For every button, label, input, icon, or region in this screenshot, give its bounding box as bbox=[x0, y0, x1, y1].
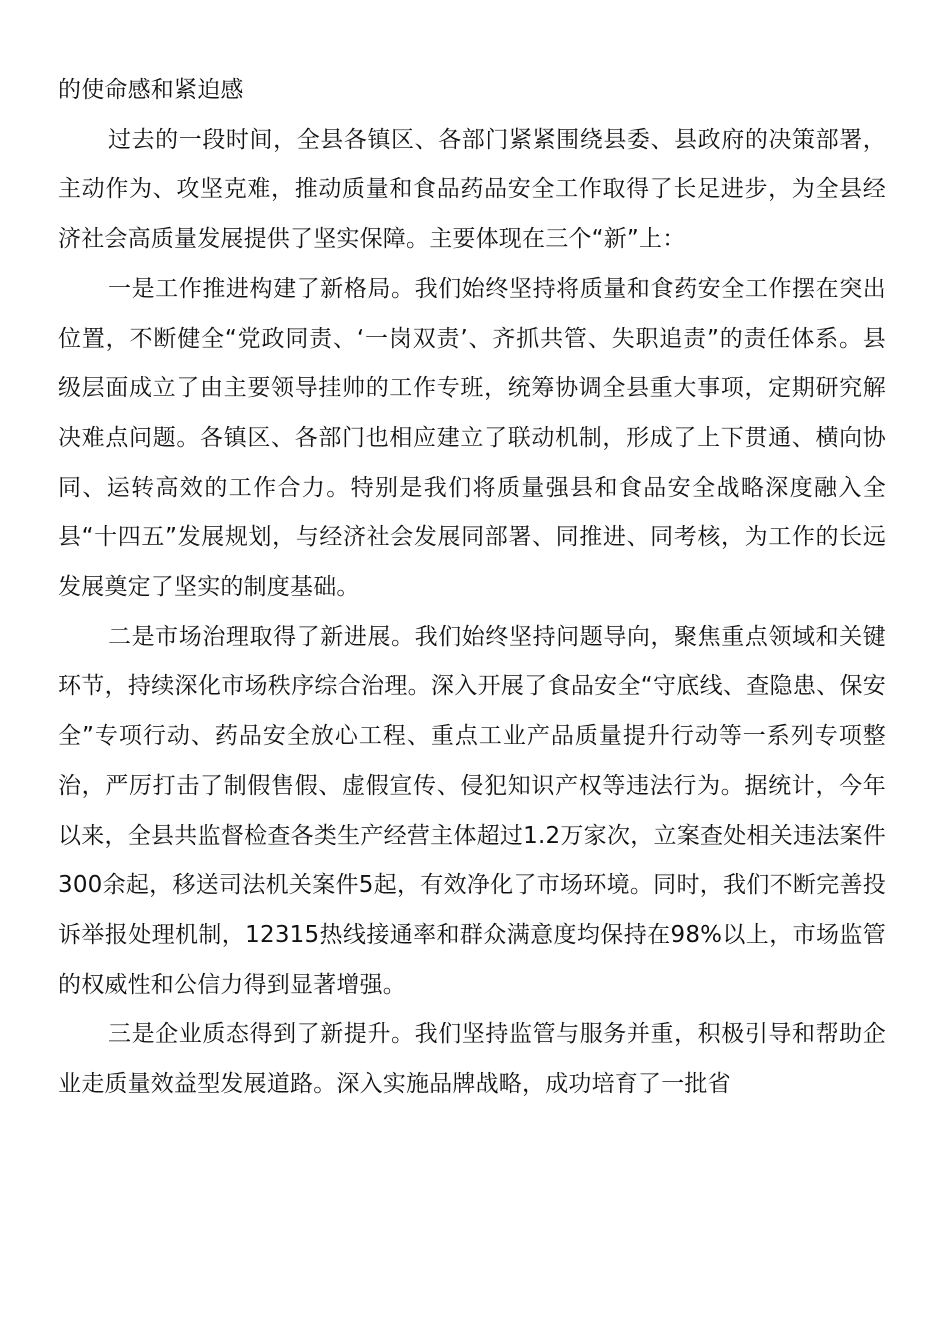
paragraph-intro: 过去的一段时间，全县各镇区、各部门紧紧围绕县委、县政府的决策部署，主动作为、攻坚克难，推动质量和食品药品安全工作取得了长足进步，为全县经济社会高质量发展提供了坚实保障。主要体现在三个“新”上： bbox=[58, 126, 886, 253]
paragraph-continuation: 的使命感和紧迫感 bbox=[58, 77, 244, 103]
paragraph-point-three: 三是企业质态得到了新提升。我们坚持监管与服务并重，积极引导和帮助企业走质量效益型发展道路。深入实施品牌战略，成功培育了一批省 bbox=[58, 1021, 886, 1098]
document-body bbox=[58, 66, 886, 1110]
paragraph-point-two: 二是市场治理取得了新进展。我们始终坚持问题导向，聚焦重点领域和关键环节，持续深化市场秩序综合治理。深入开展了食品安全“守底线、查隐患、保安全”专项行动、药品安全放心工程、重点工业产品质量提升行动等一系列专项整治，严厉打击了制假售假、虚假宣传、侵犯知识产权等违法行为。据统计，今年以来，全县共监督检查各类生产经营主体超过1.2万家次，立案查处相关违法案件300余起，移送司法机关案件5起，有效净化了市场环境。同时，我们不断完善投诉举报处理机制，12315热线接通率和群众满意度均保持在98%以上，市场监管的权威性和公信力得到显著增强。 bbox=[58, 623, 886, 998]
paragraph-point-one: 一是工作推进构建了新格局。我们始终坚持将质量和食药安全工作摆在突出位置，不断健全“党政同责、‘一岗双责’、齐抓共管、失职追责”的责任体系。县级层面成立了由主要领导挂帅的工作专班，统筹协调全县重大事项，定期研究解决难点问题。各镇区、各部门也相应建立了联动机制，形成了上下贯通、横向协同、运转高效的工作合力。特别是我们将质量强县和食品安全战略深度融入全县“十四五”发展规划，与经济社会发展同部署、同推进、同考核，为工作的长远发展奠定了坚实的制度基础。 bbox=[58, 275, 886, 601]
